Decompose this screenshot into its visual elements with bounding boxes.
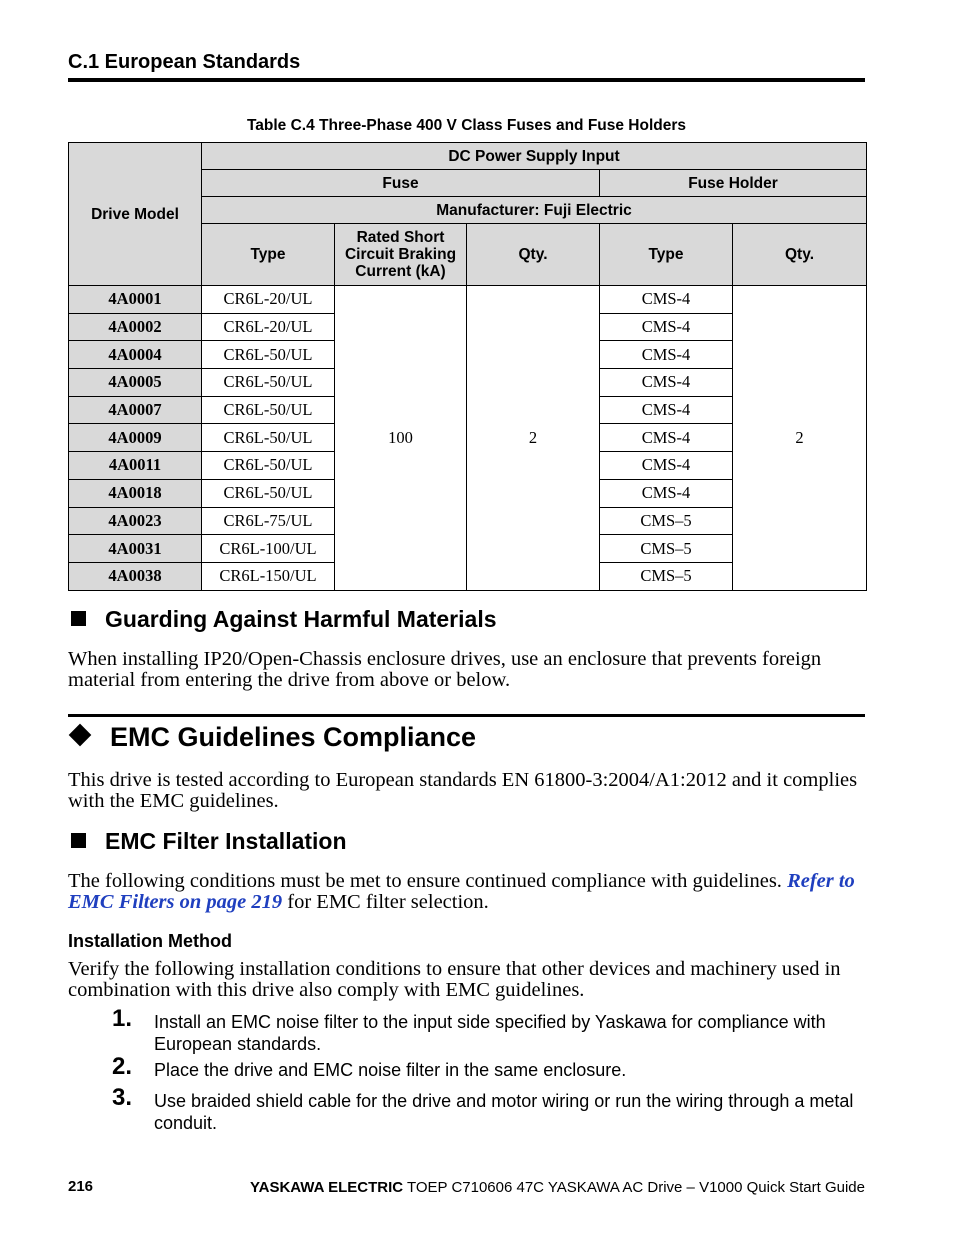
header-manufacturer: Manufacturer: Fuji Electric (202, 197, 867, 224)
square-bullet-icon (71, 833, 86, 848)
fuse-type-cell: CR6L-20/UL (202, 313, 335, 341)
header-dc-power-supply-input: DC Power Supply Input (202, 143, 867, 170)
fuse-type-cell: CR6L-100/UL (202, 535, 335, 563)
step-number: 1. (112, 1005, 133, 1032)
header-holder-qty: Qty. (733, 224, 867, 286)
header-fuse: Fuse (202, 170, 600, 197)
fuse-type-cell: CR6L-50/UL (202, 369, 335, 397)
drive-model-cell: 4A0001 (69, 286, 202, 314)
fuse-type-cell: CR6L-50/UL (202, 341, 335, 369)
filter-body-text: The following conditions must be met to ensure continued compliance with guidelines. (68, 870, 788, 892)
drive-model-cell: 4A0031 (69, 535, 202, 563)
drive-model-cell: 4A0007 (69, 396, 202, 424)
fuse-type-cell: CR6L-50/UL (202, 479, 335, 507)
filter-heading (68, 828, 347, 855)
fuse-type-cell: CR6L-50/UL (202, 424, 335, 452)
fuse-type-cell: CR6L-75/UL (202, 507, 335, 535)
fuse-type-cell: CR6L-50/UL (202, 396, 335, 424)
holder-type-cell: CMS-4 (600, 341, 733, 369)
holder-type-cell: CMS-4 (600, 369, 733, 397)
drive-model-cell: 4A0011 (69, 452, 202, 480)
step-text: Use braided shield cable for the drive and motor wiring or run the wiring through a metal conduit. (154, 1091, 854, 1133)
emc-rule (68, 714, 865, 717)
guarding-heading (68, 606, 497, 633)
emc-heading (68, 722, 476, 753)
header-rated-short-circuit: Rated Short Circuit Braking Current (kA) (335, 224, 467, 286)
drive-model-cell: 4A0004 (69, 341, 202, 369)
table-caption: Table C.4 Three-Phase 400 V Class Fuses and Fuse Holders (246, 117, 687, 134)
holder-type-cell: CMS–5 (600, 562, 733, 590)
emc-body: This drive is tested according to European standards EN 61800-3:2004/A1:2012 and it complies with the EMC guidelines. (68, 769, 858, 812)
step-text: Install an EMC noise filter to the input side specified by Yaskawa for compliance with European standards. (154, 1012, 826, 1054)
holder-qty-cell: 2 (733, 286, 867, 591)
footer-doc-info (250, 1179, 865, 1196)
filter-body (68, 871, 868, 913)
header-fuse-type: Type (202, 224, 335, 286)
holder-type-cell: CMS–5 (600, 507, 733, 535)
section-rule (68, 78, 865, 82)
table-row (69, 286, 867, 314)
header-holder-type: Type (600, 224, 733, 286)
emc-heading-text: EMC Guidelines Compliance (110, 722, 477, 752)
drive-model-cell: 4A0002 (69, 313, 202, 341)
fuse-table (68, 142, 867, 591)
step-text: Place the drive and EMC noise filter in the same enclosure. (154, 1060, 627, 1080)
section-title: C.1 European Standards (68, 51, 301, 73)
fuse-type-cell: CR6L-50/UL (202, 452, 335, 480)
footer-doc-text: TOEP C710606 47C YASKAWA AC Drive – V1000 Quick Start Guide (403, 1179, 865, 1196)
header-fuse-holder: Fuse Holder (600, 170, 867, 197)
holder-type-cell: CMS-4 (600, 479, 733, 507)
holder-type-cell: CMS-4 (600, 452, 733, 480)
section-header (68, 50, 865, 82)
guarding-body: When installing IP20/Open-Chassis enclosure drives, use an enclosure that prevents foreign material from entering the drive from above or below. (68, 648, 822, 691)
installation-body: Verify the following installation conditions to ensure that other devices and machinery used in combination with this drive also comply with EMC guidelines. (68, 958, 841, 1001)
fuse-qty-cell: 2 (467, 286, 600, 591)
holder-type-cell: CMS-4 (600, 313, 733, 341)
holder-type-cell: CMS-4 (600, 396, 733, 424)
header-fuse-qty: Qty. (467, 224, 600, 286)
filter-heading-text: EMC Filter Installation (105, 828, 347, 854)
installation-heading: Installation Method (68, 931, 232, 951)
rated-short-circuit-cell: 100 (335, 286, 467, 591)
drive-model-cell: 4A0018 (69, 479, 202, 507)
holder-type-cell: CMS-4 (600, 286, 733, 314)
drive-model-cell: 4A0038 (69, 562, 202, 590)
step-number: 3. (112, 1084, 133, 1111)
diamond-bullet-icon (69, 724, 92, 747)
holder-type-cell: CMS-4 (600, 424, 733, 452)
footer-brand: YASKAWA ELECTRIC (250, 1179, 404, 1196)
step-number: 2. (112, 1053, 133, 1080)
drive-model-cell: 4A0005 (69, 369, 202, 397)
guarding-heading-text: Guarding Against Harmful Materials (105, 606, 497, 632)
page-number: 216 (68, 1178, 94, 1195)
drive-model-cell: 4A0023 (69, 507, 202, 535)
filter-body-text-after: for EMC filter selection. (282, 891, 489, 913)
fuse-type-cell: CR6L-20/UL (202, 286, 335, 314)
header-drive-model: Drive Model (69, 143, 202, 286)
drive-model-cell: 4A0009 (69, 424, 202, 452)
holder-type-cell: CMS–5 (600, 535, 733, 563)
square-bullet-icon (71, 611, 86, 626)
fuse-type-cell: CR6L-150/UL (202, 562, 335, 590)
emc-filters-link[interactable]: Refer to EMC Filters on page 219 (68, 870, 855, 913)
